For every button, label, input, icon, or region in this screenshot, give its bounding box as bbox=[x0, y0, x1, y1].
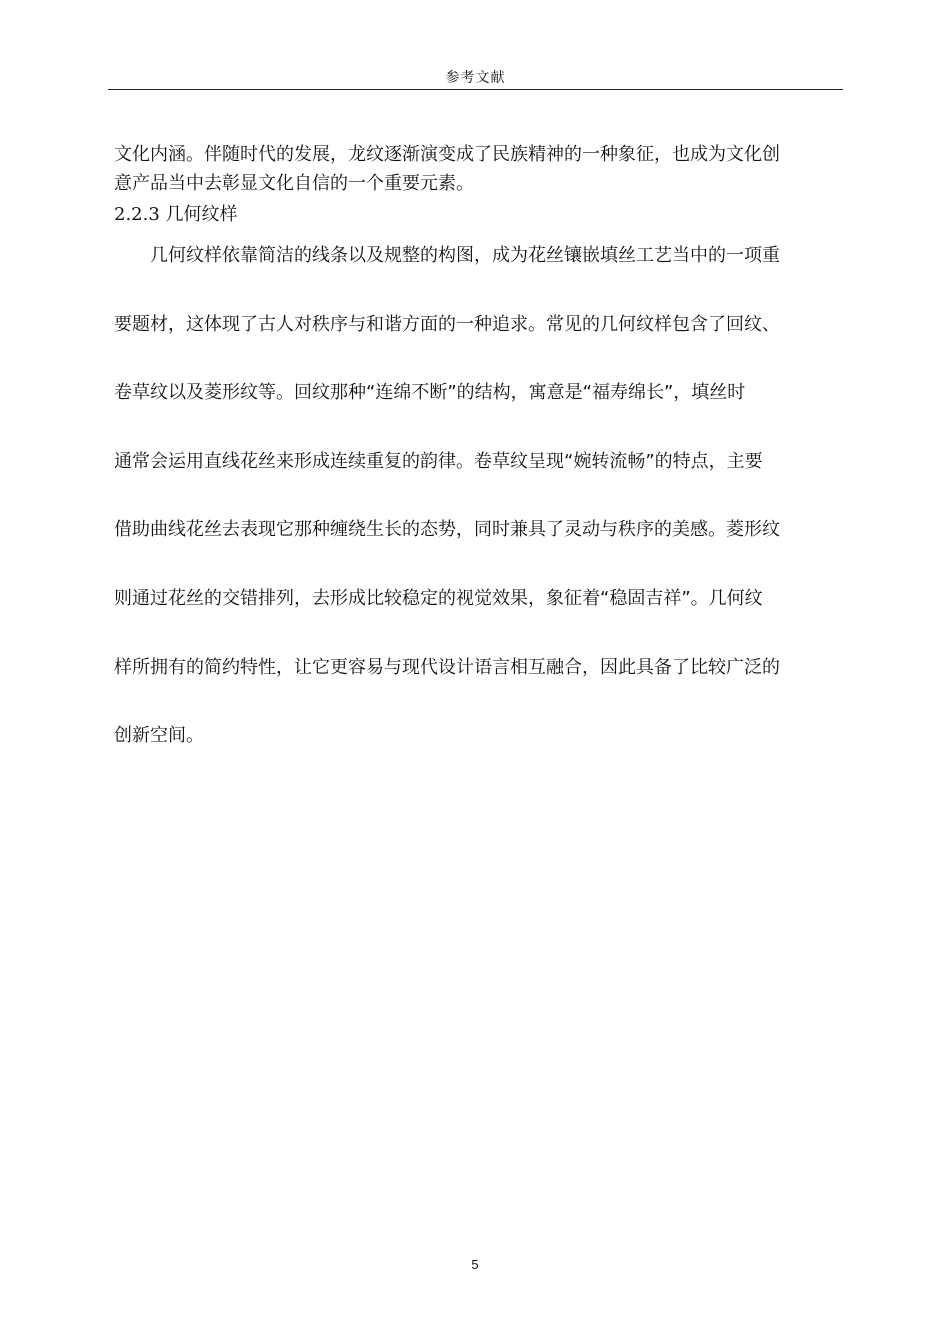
page-number: 5 bbox=[471, 1257, 479, 1272]
section-number: 2.2.3 bbox=[114, 204, 160, 225]
paragraph-line: 通常会运用直线花丝来形成连续重复的韵律。卷草纹呈现“婉转流畅”的特点，主要 bbox=[114, 450, 763, 472]
section-heading bbox=[114, 201, 238, 229]
paragraph-line: 卷草纹以及菱形纹等。回纹那种“连绵不断”的结构，寓意是“福寿绵长”，填丝时 bbox=[114, 382, 746, 404]
section-title: 几何纹样 bbox=[165, 204, 238, 225]
paragraph-line: 要题材，这体现了古人对秩序与和谐方面的一种追求。常见的几何纹样包含了回纹、 bbox=[114, 313, 780, 335]
paragraph-line: 借助曲线花丝去表现它那种缠绕生长的态势，同时兼具了灵动与秩序的美感。菱形纹 bbox=[114, 519, 780, 541]
running-header: 参考文献 bbox=[445, 70, 506, 86]
paragraph-line: 文化内涵。伴随时代的发展，龙纹逐渐演变成了民族精神的一种象征，也成为文化创 bbox=[114, 144, 780, 165]
paragraph-line: 意产品当中去彰显文化自信的一个重要元素。 bbox=[114, 173, 474, 194]
paragraph-line: 样所拥有的简约特性，让它更容易与现代设计语言相互融合，因此具备了比较广泛的 bbox=[114, 656, 780, 678]
paragraph-line: 则通过花丝的交错排列，去形成比较稳定的视觉效果，象征着“稳固吉祥”。几何纹 bbox=[114, 587, 763, 609]
header-rule bbox=[108, 89, 843, 90]
continuation-paragraph bbox=[114, 140, 836, 198]
paragraph-line: 几何纹样依靠简洁的线条以及规整的构图，成为花丝镶嵌填丝工艺当中的一项重 bbox=[150, 245, 780, 266]
body-paragraph bbox=[114, 240, 838, 789]
paragraph-line: 创新空间。 bbox=[114, 725, 204, 747]
